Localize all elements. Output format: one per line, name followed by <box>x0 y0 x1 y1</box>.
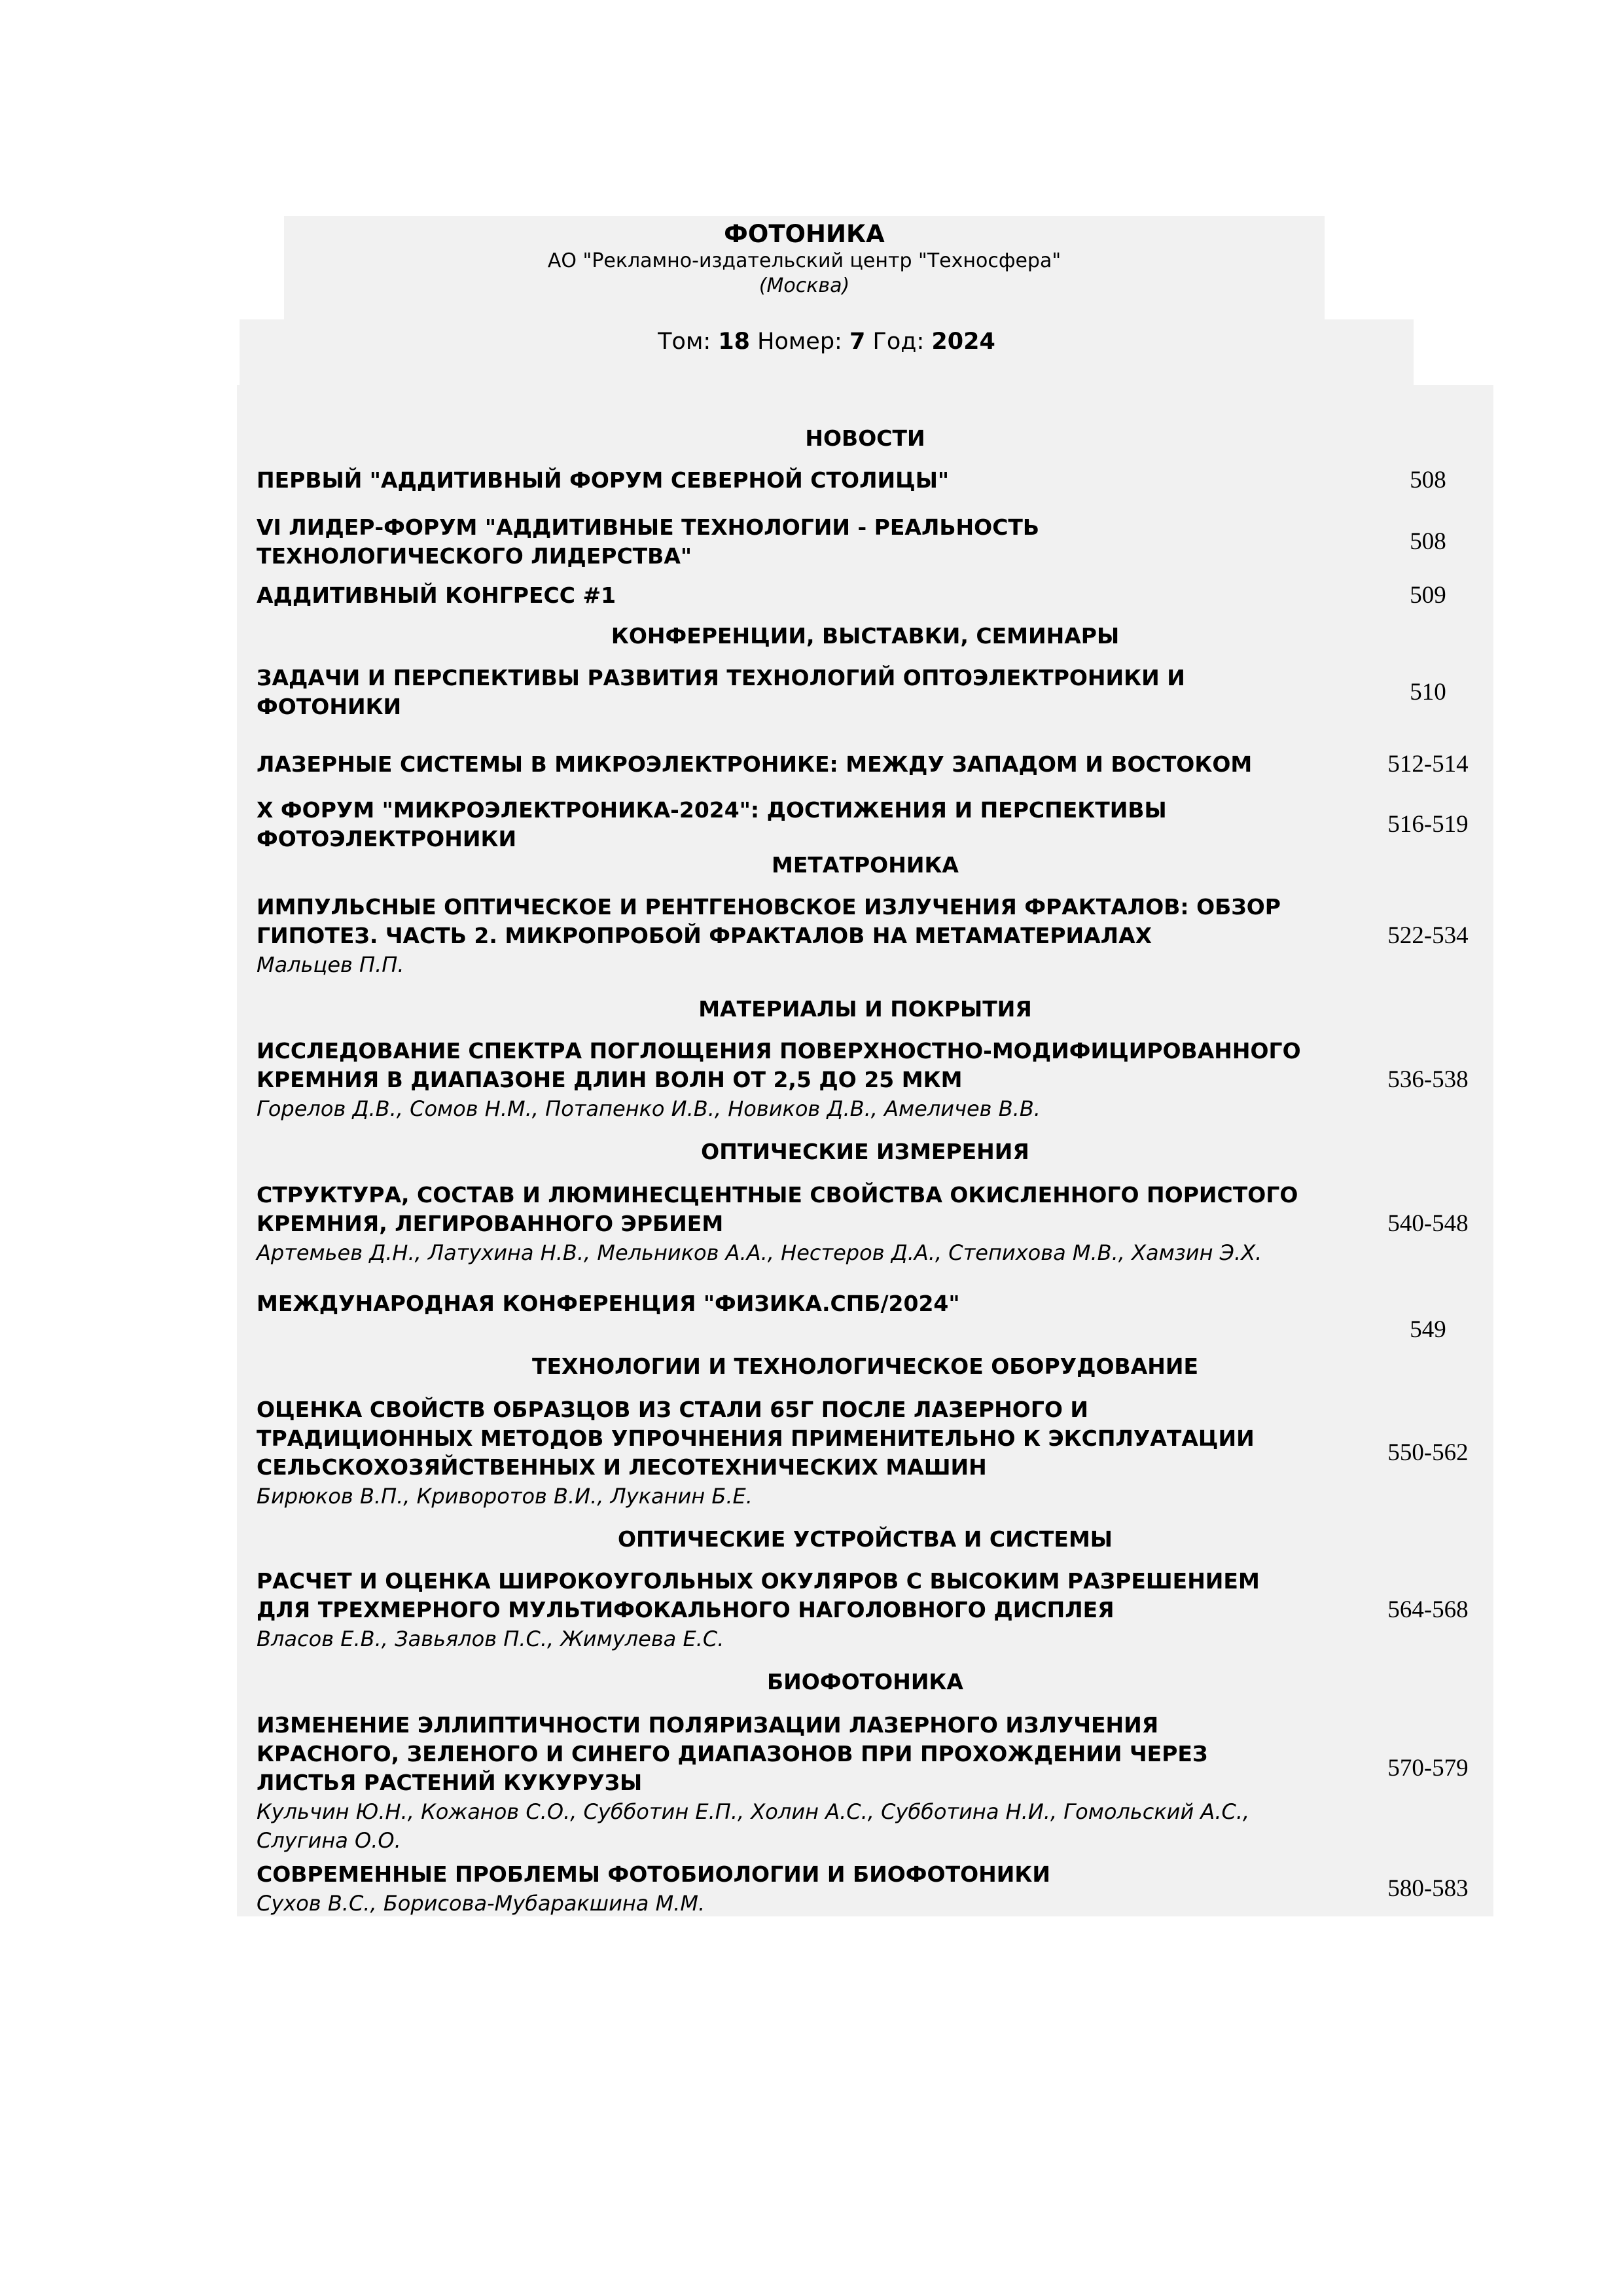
toc-entry <box>257 796 1500 853</box>
article-authors: Сухов В.С., Борисова-Мубаракшина М.М. <box>257 1891 705 1916</box>
article-authors: Мальцев П.П. <box>257 952 404 977</box>
article-title-line: СОВРЕМЕННЫЕ ПРОБЛЕМЫ ФОТОБИОЛОГИИ И БИОФОТОНИКИ <box>257 1861 1050 1887</box>
article-title-line: ТЕХНОЛОГИЧЕСКОГО ЛИДЕРСТВА" <box>257 543 692 569</box>
article-pages: 508 <box>1410 467 1446 493</box>
section-heading: ОПТИЧЕСКИЕ ИЗМЕРЕНИЯ <box>701 1139 1029 1164</box>
section-heading: КОНФЕРЕНЦИИ, ВЫСТАВКИ, СЕМИНАРЫ <box>611 623 1120 649</box>
toc-entry <box>257 893 1500 979</box>
volume-value: 18 <box>718 329 751 355</box>
volume-label: Том: <box>658 329 711 355</box>
section-heading: НОВОСТИ <box>805 425 925 451</box>
toc-entry <box>257 513 1500 571</box>
toc-entry <box>257 581 1500 610</box>
article-pages: 549 <box>1410 1316 1446 1343</box>
article-title-line: ИССЛЕДОВАНИЕ СПЕКТРА ПОГЛОЩЕНИЯ ПОВЕРХНОСТНО-МОДИФИЦИРОВАННОГО <box>257 1038 1301 1064</box>
section-heading: ТЕХНОЛОГИИ И ТЕХНОЛОГИЧЕСКОЕ ОБОРУДОВАНИЕ <box>531 1354 1199 1379</box>
toc-entry <box>257 1289 1500 1343</box>
article-authors: Власов Е.В., Завьялов П.С., Жимулева Е.С. <box>257 1626 724 1651</box>
article-title-line: ЛАЗЕРНЫЕ СИСТЕМЫ В МИКРОЭЛЕКТРОНИКЕ: МЕЖДУ ЗАПАДОМ И ВОСТОКОМ <box>257 751 1253 777</box>
article-authors: Горелов Д.В., Сомов Н.М., Потапенко И.В., Новиков Д.В., Амеличев В.В. <box>257 1096 1041 1121</box>
article-title-line: СЕЛЬСКОХОЗЯЙСТВЕННЫХ И ЛЕСОТЕХНИЧЕСКИХ МАШИН <box>257 1454 987 1480</box>
toc-entry <box>257 1037 1500 1123</box>
year-label: Год: <box>872 329 925 355</box>
article-authors: Слугина О.О. <box>257 1828 401 1853</box>
article-pages: 550-562 <box>1387 1439 1469 1466</box>
article-title-line: ЛИСТЬЯ РАСТЕНИЙ КУКУРУЗЫ <box>257 1770 643 1795</box>
article-title-line: ИМПУЛЬСНЫЕ ОПТИЧЕСКОЕ И РЕНТГЕНОВСКОЕ ИЗЛУЧЕНИЯ ФРАКТАЛОВ: ОБЗОР <box>257 894 1281 920</box>
article-title-line: VI ЛИДЕР-ФОРУМ "АДДИТИВНЫЕ ТЕХНОЛОГИИ - РЕАЛЬНОСТЬ <box>257 514 1040 540</box>
article-pages: 580-583 <box>1387 1875 1469 1902</box>
article-title-line: ФОТОНИКИ <box>257 694 402 719</box>
article-pages: 570-579 <box>1387 1755 1469 1782</box>
article-title-line: ПЕРВЫЙ "АДДИТИВНЫЙ ФОРУМ СЕВЕРНОЙ СТОЛИЦЫ" <box>257 467 950 493</box>
article-pages: 536-538 <box>1387 1066 1469 1093</box>
toc-entry <box>257 1860 1500 1918</box>
toc-entry <box>257 1181 1500 1267</box>
article-authors: Бирюков В.П., Криворотов В.И., Луканин Б.Е. <box>257 1484 753 1509</box>
article-title-line: ФОТОЭЛЕКТРОНИКИ <box>257 826 517 852</box>
toc-entry <box>257 1711 1500 1855</box>
article-pages: 508 <box>1410 528 1446 555</box>
article-title-line: ОЦЕНКА СВОЙСТВ ОБРАЗЦОВ ИЗ СТАЛИ 65Г ПОСЛЕ ЛАЗЕРНОГО И <box>257 1397 1089 1422</box>
number-value: 7 <box>849 329 866 355</box>
toc-entry <box>257 750 1500 779</box>
article-title-line: ГИПОТЕЗ. ЧАСТЬ 2. МИКРОПРОБОЙ ФРАКТАЛОВ НА МЕТАМАТЕРИАЛАХ <box>257 923 1152 948</box>
year-value: 2024 <box>931 329 995 355</box>
toc-entry <box>257 466 1500 495</box>
article-title-line: АДДИТИВНЫЙ КОНГРЕСС #1 <box>257 583 616 608</box>
section-heading: МАТЕРИАЛЫ И ПОКРЫТИЯ <box>698 996 1032 1022</box>
article-title-line: X ФОРУМ "МИКРОЭЛЕКТРОНИКА-2024": ДОСТИЖЕНИЯ И ПЕРСПЕКТИВЫ <box>257 797 1167 823</box>
article-title-line: КРЕМНИЯ, ЛЕГИРОВАННОГО ЭРБИЕМ <box>257 1211 724 1236</box>
section-heading: ОПТИЧЕСКИЕ УСТРОЙСТВА И СИСТЕМЫ <box>617 1526 1113 1552</box>
article-pages: 564-568 <box>1387 1596 1469 1623</box>
article-title-line: ТРАДИЦИОННЫХ МЕТОДОВ УПРОЧНЕНИЯ ПРИМЕНИТЕЛЬНО К ЭКСПЛУАТАЦИИ <box>257 1426 1255 1451</box>
article-title-line: ЗАДАЧИ И ПЕРСПЕКТИВЫ РАЗВИТИЯ ТЕХНОЛОГИЙ ОПТОЭЛЕКТРОНИКИ И <box>257 665 1185 691</box>
article-title-line: КРАСНОГО, ЗЕЛЕНОГО И СИНЕГО ДИАПАЗОНОВ ПРИ ПРОХОЖДЕНИИ ЧЕРЕЗ <box>257 1741 1208 1767</box>
article-title-line: КРЕМНИЯ В ДИАПАЗОНЕ ДЛИН ВОЛН ОТ 2,5 ДО 25 МКМ <box>257 1067 963 1092</box>
article-pages: 510 <box>1410 679 1446 706</box>
number-label: Номер: <box>757 329 842 355</box>
article-authors: Кульчин Ю.Н., Кожанов С.О., Субботин Е.П., Холин А.С., Субботина Н.И., Гомольский А.С., <box>257 1799 1250 1824</box>
publisher-name: АО "Рекламно-издательский центр "Техносфера" <box>547 249 1061 272</box>
section-heading: МЕТАТРОНИКА <box>772 852 959 878</box>
article-pages: 512-514 <box>1387 751 1469 778</box>
article-title-line: МЕЖДУНАРОДНАЯ КОНФЕРЕНЦИЯ "ФИЗИКА.СПБ/2024" <box>257 1291 960 1316</box>
article-title-line: ДЛЯ ТРЕХМЕРНОГО МУЛЬТИФОКАЛЬНОГО НАГОЛОВНОГО ДИСПЛЕЯ <box>257 1597 1115 1623</box>
article-title-line: ИЗМЕНЕНИЕ ЭЛЛИПТИЧНОСТИ ПОЛЯРИЗАЦИИ ЛАЗЕРНОГО ИЗЛУЧЕНИЯ <box>257 1712 1159 1738</box>
journal-title: ФОТОНИКА <box>724 220 885 248</box>
article-pages: 522-534 <box>1387 922 1469 949</box>
article-pages: 540-548 <box>1387 1210 1469 1237</box>
issue-line <box>240 327 1414 356</box>
article-pages: 516-519 <box>1387 811 1469 838</box>
article-title-line: РАСЧЕТ И ОЦЕНКА ШИРОКОУГОЛЬНЫХ ОКУЛЯРОВ С ВЫСОКИМ РАЗРЕШЕНИЕМ <box>257 1568 1260 1594</box>
publisher-city: (Москва) <box>758 274 850 297</box>
journal-header <box>284 216 1325 319</box>
section-heading: БИОФОТОНИКА <box>767 1669 963 1695</box>
issue-info-bar <box>240 319 1414 385</box>
toc-entry <box>257 664 1500 721</box>
article-authors: Артемьев Д.Н., Латухина Н.В., Мельников А.А., Нестеров Д.А., Степихова М.В., Хамзин Э.Х. <box>257 1240 1262 1265</box>
toc-entry <box>257 1567 1500 1653</box>
article-title-line: СТРУКТУРА, СОСТАВ И ЛЮМИНЕСЦЕНТНЫЕ СВОЙСТВА ОКИСЛЕННОГО ПОРИСТОГО <box>257 1182 1298 1208</box>
article-pages: 509 <box>1410 582 1446 609</box>
toc-entry <box>257 1395 1500 1511</box>
table-of-contents <box>237 385 1493 1916</box>
